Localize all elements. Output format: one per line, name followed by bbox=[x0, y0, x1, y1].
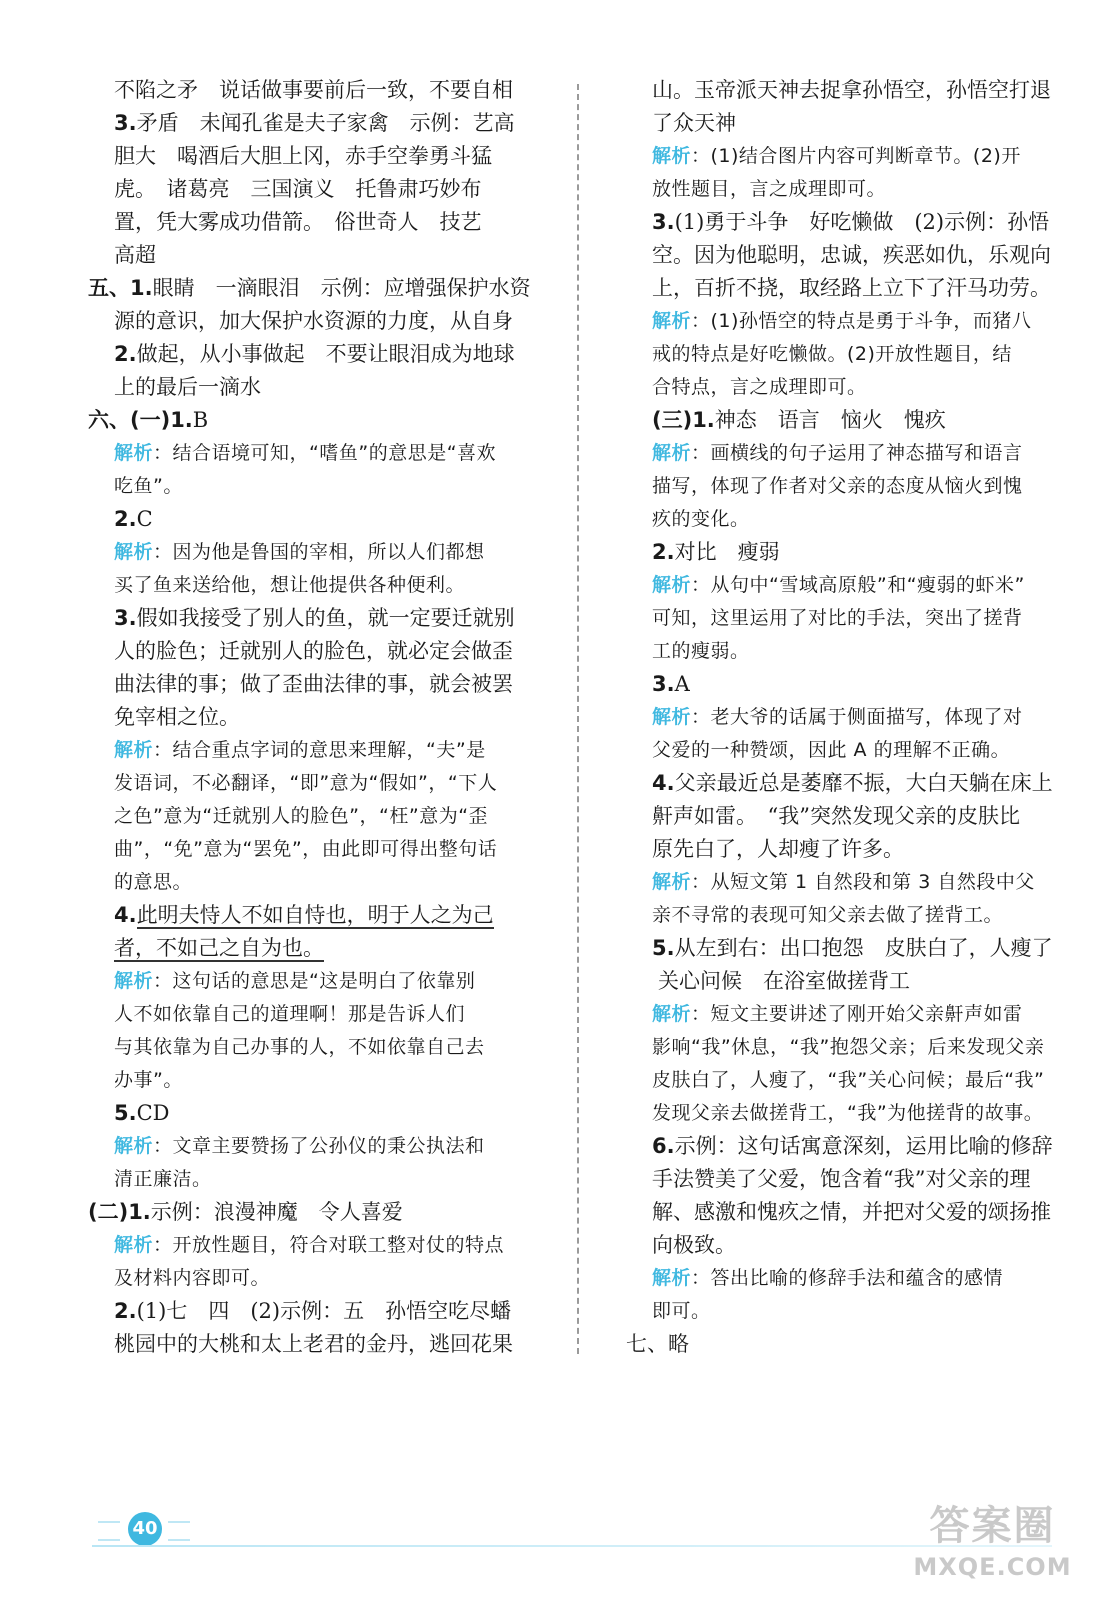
line-text: 描写，体现了作者对父亲的态度从恼火到愧 bbox=[652, 475, 1023, 497]
answer-line bbox=[626, 1229, 1066, 1262]
line-text: 源的意识，加大保护水资源的力度，从自身 bbox=[114, 309, 513, 333]
question-number: 2. bbox=[114, 342, 137, 366]
question-number: 3. bbox=[114, 111, 137, 135]
line-text: 向极致。 bbox=[652, 1233, 736, 1257]
line-text: 不要让眼泪成为地球 bbox=[325, 342, 515, 366]
analysis-label: 解析 bbox=[652, 871, 692, 893]
analysis-line bbox=[626, 1262, 1066, 1295]
line-text: 示例：艺高 bbox=[409, 111, 515, 135]
line-text: ：答出比喻的修辞手法和蕴含的感情 bbox=[691, 1267, 1004, 1289]
answer-line bbox=[88, 371, 558, 404]
question-number: 4. bbox=[114, 903, 137, 927]
answer-line bbox=[626, 965, 1066, 998]
analysis-line bbox=[88, 1064, 558, 1097]
line-text: 曲法律的事；做了歪曲法律的事，就会被罢 bbox=[114, 672, 513, 696]
analysis-label: 解析 bbox=[114, 1234, 154, 1256]
answer-line bbox=[626, 1130, 1066, 1163]
answer-line bbox=[626, 932, 1066, 965]
question-number: 五、1. bbox=[88, 276, 153, 300]
answer-line bbox=[88, 1328, 558, 1361]
column-divider bbox=[577, 84, 579, 1354]
analysis-line bbox=[626, 140, 1066, 173]
analysis-line bbox=[88, 437, 558, 470]
line-text: 曲”，“免”意为“罢免”，由此即可得出整句话 bbox=[114, 838, 498, 860]
footer-decoration-right bbox=[168, 1521, 190, 1541]
answer-line bbox=[88, 239, 558, 272]
answer-line bbox=[88, 899, 558, 932]
analysis-label: 解析 bbox=[652, 574, 692, 596]
answer-line bbox=[88, 338, 558, 371]
line-text: B bbox=[192, 408, 209, 432]
line-text: 解、感激和愧疚之情，并把对父爱的颂扬推 bbox=[652, 1200, 1051, 1224]
line-text: 手法赞美了父爱，饱含着“我”对父亲的理 bbox=[652, 1167, 1031, 1191]
analysis-label: 解析 bbox=[652, 1267, 692, 1289]
analysis-label: 解析 bbox=[114, 541, 154, 563]
answer-line bbox=[88, 107, 558, 140]
line-text: 对比 瘦弱 bbox=[674, 540, 780, 564]
line-text: 了众天神 bbox=[652, 111, 736, 135]
page-number: 40 bbox=[128, 1512, 162, 1546]
answer-line bbox=[626, 833, 1066, 866]
footer-decoration-left bbox=[98, 1521, 120, 1541]
page-footer bbox=[92, 1512, 192, 1546]
line-text: 之色”意为“迁就别人的脸色”，“枉”意为“歪 bbox=[114, 805, 489, 827]
section-heading-line bbox=[88, 1196, 558, 1229]
line-text: 戒的特点是好吃懒做。(2)开放性题目，结 bbox=[652, 343, 1012, 365]
line-text: 人的脸色；迁就别人的脸色，就必定会做歪 bbox=[114, 639, 513, 663]
line-text: 高超 bbox=[114, 243, 156, 267]
line-text: ：(1)结合图片内容可判断章节。(2)开 bbox=[691, 145, 1021, 167]
answer-line bbox=[626, 536, 1066, 569]
analysis-label: 解析 bbox=[652, 442, 692, 464]
answer-line bbox=[626, 206, 1066, 239]
analysis-label: 解析 bbox=[114, 442, 154, 464]
answer-line bbox=[88, 305, 558, 338]
analysis-line bbox=[626, 1031, 1066, 1064]
left-column bbox=[88, 74, 558, 1361]
analysis-label: 解析 bbox=[652, 310, 692, 332]
question-number: 2. bbox=[652, 540, 675, 564]
line-text: 即可。 bbox=[652, 1300, 711, 1322]
analysis-line bbox=[626, 1295, 1066, 1328]
analysis-label: 解析 bbox=[114, 1135, 154, 1157]
line-text: 疚的变化。 bbox=[652, 508, 750, 530]
line-text: 矛盾 未闻孔雀是夫子家禽 bbox=[136, 111, 410, 135]
line-text: ：从短文第 1 自然段和第 3 自然段中父 bbox=[691, 871, 1035, 893]
answer-line bbox=[88, 668, 558, 701]
answer-line bbox=[626, 404, 1066, 437]
line-text: 人不如依靠自己的道理啊！那是告诉人们 bbox=[114, 1003, 466, 1025]
line-text: 胆大 喝酒后大胆上冈，赤手空拳勇斗猛 bbox=[114, 144, 492, 168]
section-heading-line bbox=[88, 272, 558, 305]
line-text: ：画横线的句子运用了神态描写和语言 bbox=[691, 442, 1023, 464]
question-number: 3. bbox=[652, 210, 675, 234]
watermark-title: 答案圈 bbox=[929, 1503, 1056, 1549]
section-heading-line bbox=[626, 1328, 1066, 1361]
line-text: 此明夫恃人不如自恃也，明于人之为己 bbox=[136, 903, 494, 927]
analysis-line bbox=[626, 899, 1066, 932]
analysis-line bbox=[88, 1031, 558, 1064]
line-text: 做起，从小事做起 bbox=[136, 342, 326, 366]
answer-line bbox=[88, 173, 558, 206]
analysis-line bbox=[626, 734, 1066, 767]
line-text: ：文章主要赞扬了公孙仪的秉公执法和 bbox=[153, 1135, 485, 1157]
question-number: 4. bbox=[652, 771, 675, 795]
line-text: ：短文主要讲述了刚开始父亲鼾声如雷 bbox=[691, 1003, 1023, 1025]
line-text: 发现父亲去做搓背工，“我”为他搓背的故事。 bbox=[652, 1102, 1044, 1124]
answer-line bbox=[626, 767, 1066, 800]
answer-line bbox=[626, 800, 1066, 833]
analysis-line bbox=[88, 1229, 558, 1262]
answer-line bbox=[88, 1295, 558, 1328]
line-text: ：从句中“雪域高原般”和“瘦弱的虾米” bbox=[691, 574, 1025, 596]
line-text: 皮肤白了，人瘦了，“我”关心问候；最后“我” bbox=[652, 1069, 1045, 1091]
analysis-line bbox=[626, 866, 1066, 899]
analysis-line bbox=[626, 173, 1066, 206]
line-text: 七、略 bbox=[626, 1332, 689, 1356]
analysis-label: 解析 bbox=[652, 145, 692, 167]
line-text: ：这句话的意思是“这是明白了依靠别 bbox=[153, 970, 476, 992]
line-text: 示例：浪漫神魔 令人喜爱 bbox=[150, 1200, 403, 1224]
question-number: 2. bbox=[114, 1299, 137, 1323]
right-column bbox=[626, 74, 1066, 1361]
analysis-line bbox=[88, 734, 558, 767]
answer-line bbox=[88, 74, 558, 107]
analysis-line bbox=[88, 800, 558, 833]
answer-line bbox=[626, 107, 1066, 140]
answer-line bbox=[626, 74, 1066, 107]
line-text: 发语词，不必翻译，“即”意为“假如”，“下人 bbox=[114, 772, 498, 794]
line-text: 鼾声如雷。 “我”突然发现父亲的皮肤比 bbox=[652, 804, 1020, 828]
line-text: 亲不寻常的表现可知父亲去做了搓背工。 bbox=[652, 904, 1004, 926]
line-text: CD bbox=[136, 1101, 170, 1125]
question-number: 5. bbox=[652, 936, 675, 960]
line-text: (1)勇于斗争 好吃懒做 (2)示例：孙悟 bbox=[674, 210, 1050, 234]
answer-line bbox=[88, 1097, 558, 1130]
line-text: 及材料内容即可。 bbox=[114, 1267, 271, 1289]
analysis-line bbox=[88, 1130, 558, 1163]
analysis-label: 解析 bbox=[652, 1003, 692, 1025]
analysis-line bbox=[88, 833, 558, 866]
line-text: 置，凭大雾成功借箭。 俗世奇人 技艺 bbox=[114, 210, 482, 234]
line-text: ：开放性题目，符合对联工整对仗的特点 bbox=[153, 1234, 505, 1256]
analysis-line bbox=[88, 569, 558, 602]
question-number: 3. bbox=[114, 606, 137, 630]
question-number: 5. bbox=[114, 1101, 137, 1125]
analysis-label: 解析 bbox=[114, 970, 154, 992]
line-text: 父爱的一种赞颂，因此 A 的理解不正确。 bbox=[652, 739, 1011, 761]
line-text: 者，不如己之自为也。 bbox=[114, 936, 324, 960]
line-text: 的意思。 bbox=[114, 871, 193, 893]
line-text: 假如我接受了别人的鱼，就一定要迁就别 bbox=[136, 606, 515, 630]
line-text: 免宰相之位。 bbox=[114, 705, 240, 729]
line-text: 上的最后一滴水 bbox=[114, 375, 261, 399]
analysis-line bbox=[626, 1097, 1066, 1130]
analysis-label: 解析 bbox=[114, 739, 154, 761]
analysis-line bbox=[88, 767, 558, 800]
analysis-line bbox=[626, 701, 1066, 734]
analysis-line bbox=[626, 371, 1066, 404]
analysis-line bbox=[626, 338, 1066, 371]
analysis-line bbox=[626, 569, 1066, 602]
answer-line bbox=[88, 503, 558, 536]
answer-line bbox=[88, 932, 558, 965]
analysis-line bbox=[88, 536, 558, 569]
line-text: 可知，这里运用了对比的手法，突出了搓背 bbox=[652, 607, 1023, 629]
line-text: 买了鱼来送给他，想让他提供各种便利。 bbox=[114, 574, 466, 596]
analysis-line bbox=[88, 1163, 558, 1196]
line-text: 空。因为他聪明，忠诚，疾恶如仇，乐观向 bbox=[652, 243, 1051, 267]
answer-line bbox=[626, 668, 1066, 701]
answer-line bbox=[626, 272, 1066, 305]
line-text: 放性题目，言之成理即可。 bbox=[652, 178, 887, 200]
line-text: ：老大爷的话属于侧面描写，体现了对 bbox=[691, 706, 1023, 728]
line-text: 关心问候 在浴室做搓背工 bbox=[658, 969, 910, 993]
line-text: 合特点，言之成理即可。 bbox=[652, 376, 867, 398]
line-text: A bbox=[674, 672, 690, 696]
analysis-line bbox=[88, 866, 558, 899]
line-text: 清正廉洁。 bbox=[114, 1168, 212, 1190]
answer-line bbox=[88, 206, 558, 239]
analysis-line bbox=[88, 470, 558, 503]
line-text: 从左到右：出口抱怨 皮肤白了，人瘦了 bbox=[674, 936, 1053, 960]
analysis-line bbox=[626, 602, 1066, 635]
analysis-line bbox=[626, 503, 1066, 536]
analysis-line bbox=[88, 1262, 558, 1295]
line-text: 眼睛 一滴眼泪 示例：应增强保护水资 bbox=[152, 276, 531, 300]
line-text: 原先白了，人却瘦了许多。 bbox=[652, 837, 904, 861]
question-number: 2. bbox=[114, 507, 137, 531]
answer-line bbox=[88, 635, 558, 668]
line-text: ：因为他是鲁国的宰相，所以人们都想 bbox=[153, 541, 485, 563]
analysis-line bbox=[626, 998, 1066, 1031]
section-heading-line bbox=[88, 404, 558, 437]
line-text: 与其依靠为自己办事的人，不如依靠自己去 bbox=[114, 1036, 485, 1058]
line-text: 吃鱼”。 bbox=[114, 475, 183, 497]
analysis-line bbox=[626, 1064, 1066, 1097]
question-number: (二)1. bbox=[88, 1200, 151, 1224]
analysis-line bbox=[88, 998, 558, 1031]
analysis-line bbox=[626, 470, 1066, 503]
answer-line bbox=[88, 602, 558, 635]
line-text: 桃园中的大桃和太上老君的金丹，逃回花果 bbox=[114, 1332, 513, 1356]
question-number: 六、(一)1. bbox=[88, 408, 193, 432]
line-text: 影响“我”休息，“我”抱怨父亲；后来发现父亲 bbox=[652, 1036, 1045, 1058]
watermark bbox=[905, 1500, 1080, 1595]
answer-line bbox=[626, 1163, 1066, 1196]
line-text: 示例：这句话寓意深刻，运用比喻的修辞 bbox=[674, 1134, 1053, 1158]
line-text: 虎。 诸葛亮 三国演义 托鲁肃巧妙布 bbox=[114, 177, 482, 201]
watermark-url: MXQE.COM bbox=[913, 1553, 1072, 1581]
analysis-line bbox=[626, 437, 1066, 470]
line-text: 山。玉帝派天神去捉拿孙悟空，孙悟空打退 bbox=[652, 78, 1051, 102]
question-number: (三)1. bbox=[652, 408, 715, 432]
answer-line bbox=[626, 239, 1066, 272]
line-text: 不陷之矛 说话做事要前后一致，不要自相 bbox=[114, 78, 513, 102]
line-text: 办事”。 bbox=[114, 1069, 183, 1091]
line-text: 父亲最近总是萎靡不振，大白天躺在床上 bbox=[674, 771, 1053, 795]
line-text: 神态 语言 恼火 愧疚 bbox=[714, 408, 946, 432]
line-text: 上，百折不挠，取经路上立下了汗马功劳。 bbox=[652, 276, 1051, 300]
line-text: C bbox=[136, 507, 153, 531]
analysis-line bbox=[626, 305, 1066, 338]
line-text: ：结合语境可知，“嗜鱼”的意思是“喜欢 bbox=[153, 442, 497, 464]
answer-line bbox=[626, 1196, 1066, 1229]
analysis-line bbox=[88, 965, 558, 998]
question-number: 3. bbox=[652, 672, 675, 696]
analysis-line bbox=[626, 635, 1066, 668]
line-text: ：结合重点字词的意思来理解，“夫”是 bbox=[153, 739, 486, 761]
answer-line bbox=[88, 140, 558, 173]
question-number: 6. bbox=[652, 1134, 675, 1158]
line-text: ：(1)孙悟空的特点是勇于斗争，而猪八 bbox=[691, 310, 1032, 332]
answer-line bbox=[88, 701, 558, 734]
line-text: (1)七 四 (2)示例：五 孙悟空吃尽蟠 bbox=[136, 1299, 512, 1323]
analysis-label: 解析 bbox=[652, 706, 692, 728]
line-text: 工的瘦弱。 bbox=[652, 640, 750, 662]
